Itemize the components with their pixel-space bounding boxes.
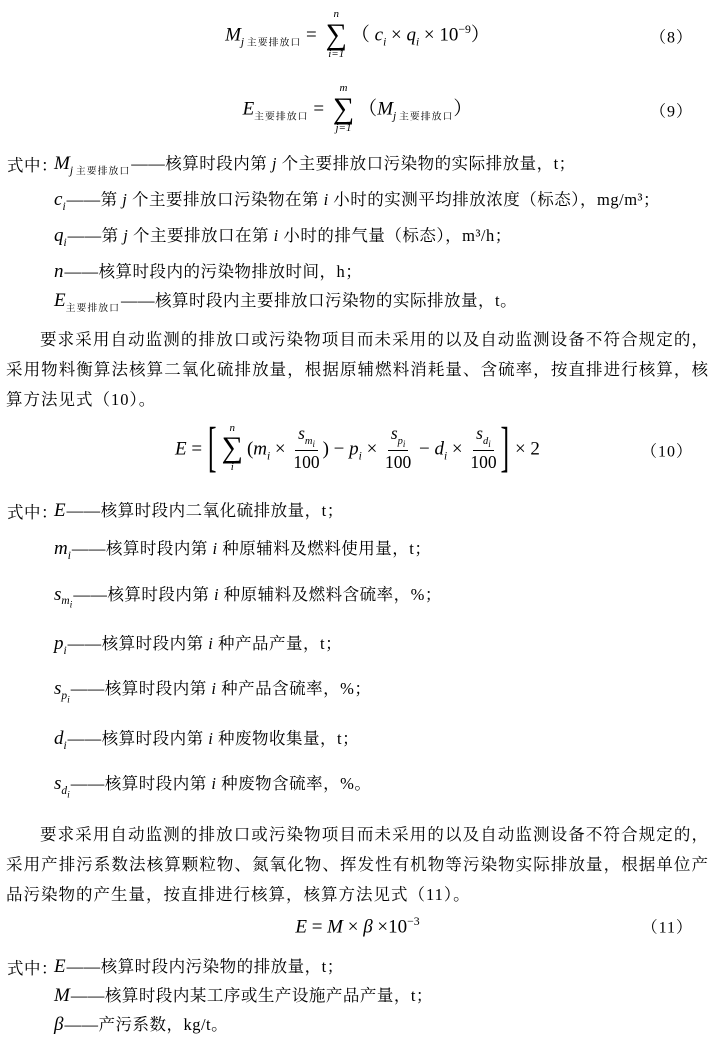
def-var: $m_i$ — [54, 537, 71, 562]
def-var: n — [54, 260, 64, 282]
def-var: E — [54, 956, 66, 978]
definition-line — [6, 187, 709, 220]
paragraph-sulfur-balance: 要求采用自动监测的排放口或污染物项目而未采用的以及自动监测设备不符合规定的，采用物料衡算法核算二氧化硫排放量，根据原辅燃料消耗量、含硫率，按直排进行核算，核算方法见式（10）。 — [6, 329, 709, 409]
equation-11-formula: $E = M \times \beta \times 10^{-3}$ — [295, 914, 420, 938]
definition-line — [6, 726, 709, 759]
definition-line — [6, 954, 709, 980]
def-var: $d_i$ — [54, 727, 67, 752]
equation-11-number: （11） — [641, 919, 693, 937]
equation-10 — [6, 416, 709, 481]
def-text: ——核算时段内第 i 种原辅料及燃料使用量，t； — [71, 538, 432, 558]
def-text: ——核算时段内主要排放口污染物的实际排放量，t。 — [121, 290, 518, 310]
def-text: ——核算时段内第 i 种产品含硫率，%； — [70, 679, 372, 699]
definitions-eq8-9 — [6, 151, 709, 322]
def-text: ——第 j 个主要排放口在第 i 小时的排气量（标态），m³/h； — [67, 226, 512, 246]
def-text: ——核算时段内某工序或生产设施产品产量，t； — [70, 986, 433, 1006]
equation-11 — [6, 911, 709, 941]
def-var: M — [54, 985, 70, 1007]
definition-line — [6, 288, 709, 322]
def-label: 式中： — [7, 959, 58, 979]
def-text: ——产污系数，kg/t。 — [64, 1015, 229, 1035]
equation-8 — [6, 10, 709, 62]
def-var: $s_{d_i}$ — [54, 773, 70, 801]
definition-line — [6, 582, 709, 618]
definition-line — [6, 536, 709, 569]
equation-8-number: （8） — [649, 29, 693, 47]
equation-9-formula: $E_{主要排放口}$ = m ∑ j=1 （$M_j$ $_{主要排放口}$） — [242, 82, 473, 134]
def-text: ——核算时段内第 i 种废物含硫率，%。 — [70, 774, 372, 794]
definitions-eq10 — [6, 498, 709, 808]
definition-line — [6, 631, 709, 664]
def-var: $c_i$ — [54, 189, 66, 214]
equation-9 — [6, 84, 709, 136]
definition-line — [6, 1012, 709, 1038]
paragraph-emission-factor: 要求采用自动监测的排放口或污染物项目而未采用的以及自动监测设备不符合规定的，采用产排污系数法核算颗粒物、氮氧化物、挥发性有机物等污染物实际排放量，根据单位产品污染物的产生量，按直排进行核算，核算方法见式（11）。 — [6, 825, 709, 905]
def-text: ——核算时段内污染物的排放量，t； — [66, 957, 344, 977]
definitions-eq11 — [6, 954, 709, 1038]
definition-line — [6, 676, 709, 712]
def-var: $p_i$ — [54, 632, 67, 657]
def-text: ——核算时段内第 j 个主要排放口污染物的实际排放量，t； — [131, 153, 576, 173]
equation-10-number: （10） — [640, 443, 693, 461]
def-var: $s_{p_i}$ — [54, 678, 70, 706]
equation-10-formula: E = [ n ∑ i ($m_i$ × $\frac{s_{m_i}}{100}$ ) − $p_i$ × $\frac{s_{p_i}}{100}$ − $d_i$ × $\frac{s_{d_i}}{100}$ ] × 2 — [175, 416, 540, 478]
def-text: ——核算时段内的污染物排放时间，h； — [64, 261, 363, 281]
equation-9-number: （9） — [649, 103, 693, 121]
def-text: ——第 j 个主要排放口污染物在第 i 小时的实测平均排放浓度（标态），mg/m³； — [66, 190, 660, 210]
def-label: 式中： — [7, 502, 58, 522]
definition-line — [6, 983, 709, 1009]
def-text: ——核算时段内第 i 种原辅料及燃料含硫率，%； — [73, 584, 442, 604]
def-var: $E_{主要排放口}$ — [54, 289, 120, 314]
equation-8-formula: $M_j$ $_{主要排放口}$ = n ∑ i=1 （ $c_i \times q_i \times 10^{-9}$） — [225, 8, 490, 60]
definition-line — [6, 151, 709, 185]
definition-line — [6, 498, 709, 523]
def-var: β — [54, 1014, 64, 1036]
def-text: ——核算时段内第 i 种废物收集量，t； — [67, 728, 360, 748]
def-var: $M_j$ $_{主要排放口}$ — [54, 152, 131, 177]
def-var: $s_{m_i}$ — [54, 583, 73, 611]
definition-line — [6, 259, 709, 285]
definition-line — [6, 771, 709, 807]
def-text: ——核算时段内二氧化硫排放量，t； — [66, 500, 344, 520]
def-var: $q_i$ — [54, 225, 67, 249]
definition-line — [6, 223, 709, 256]
def-text: ——核算时段内第 i 种产品产量，t； — [67, 633, 343, 653]
def-label: 式中： — [7, 155, 58, 175]
def-var: E — [54, 499, 66, 521]
